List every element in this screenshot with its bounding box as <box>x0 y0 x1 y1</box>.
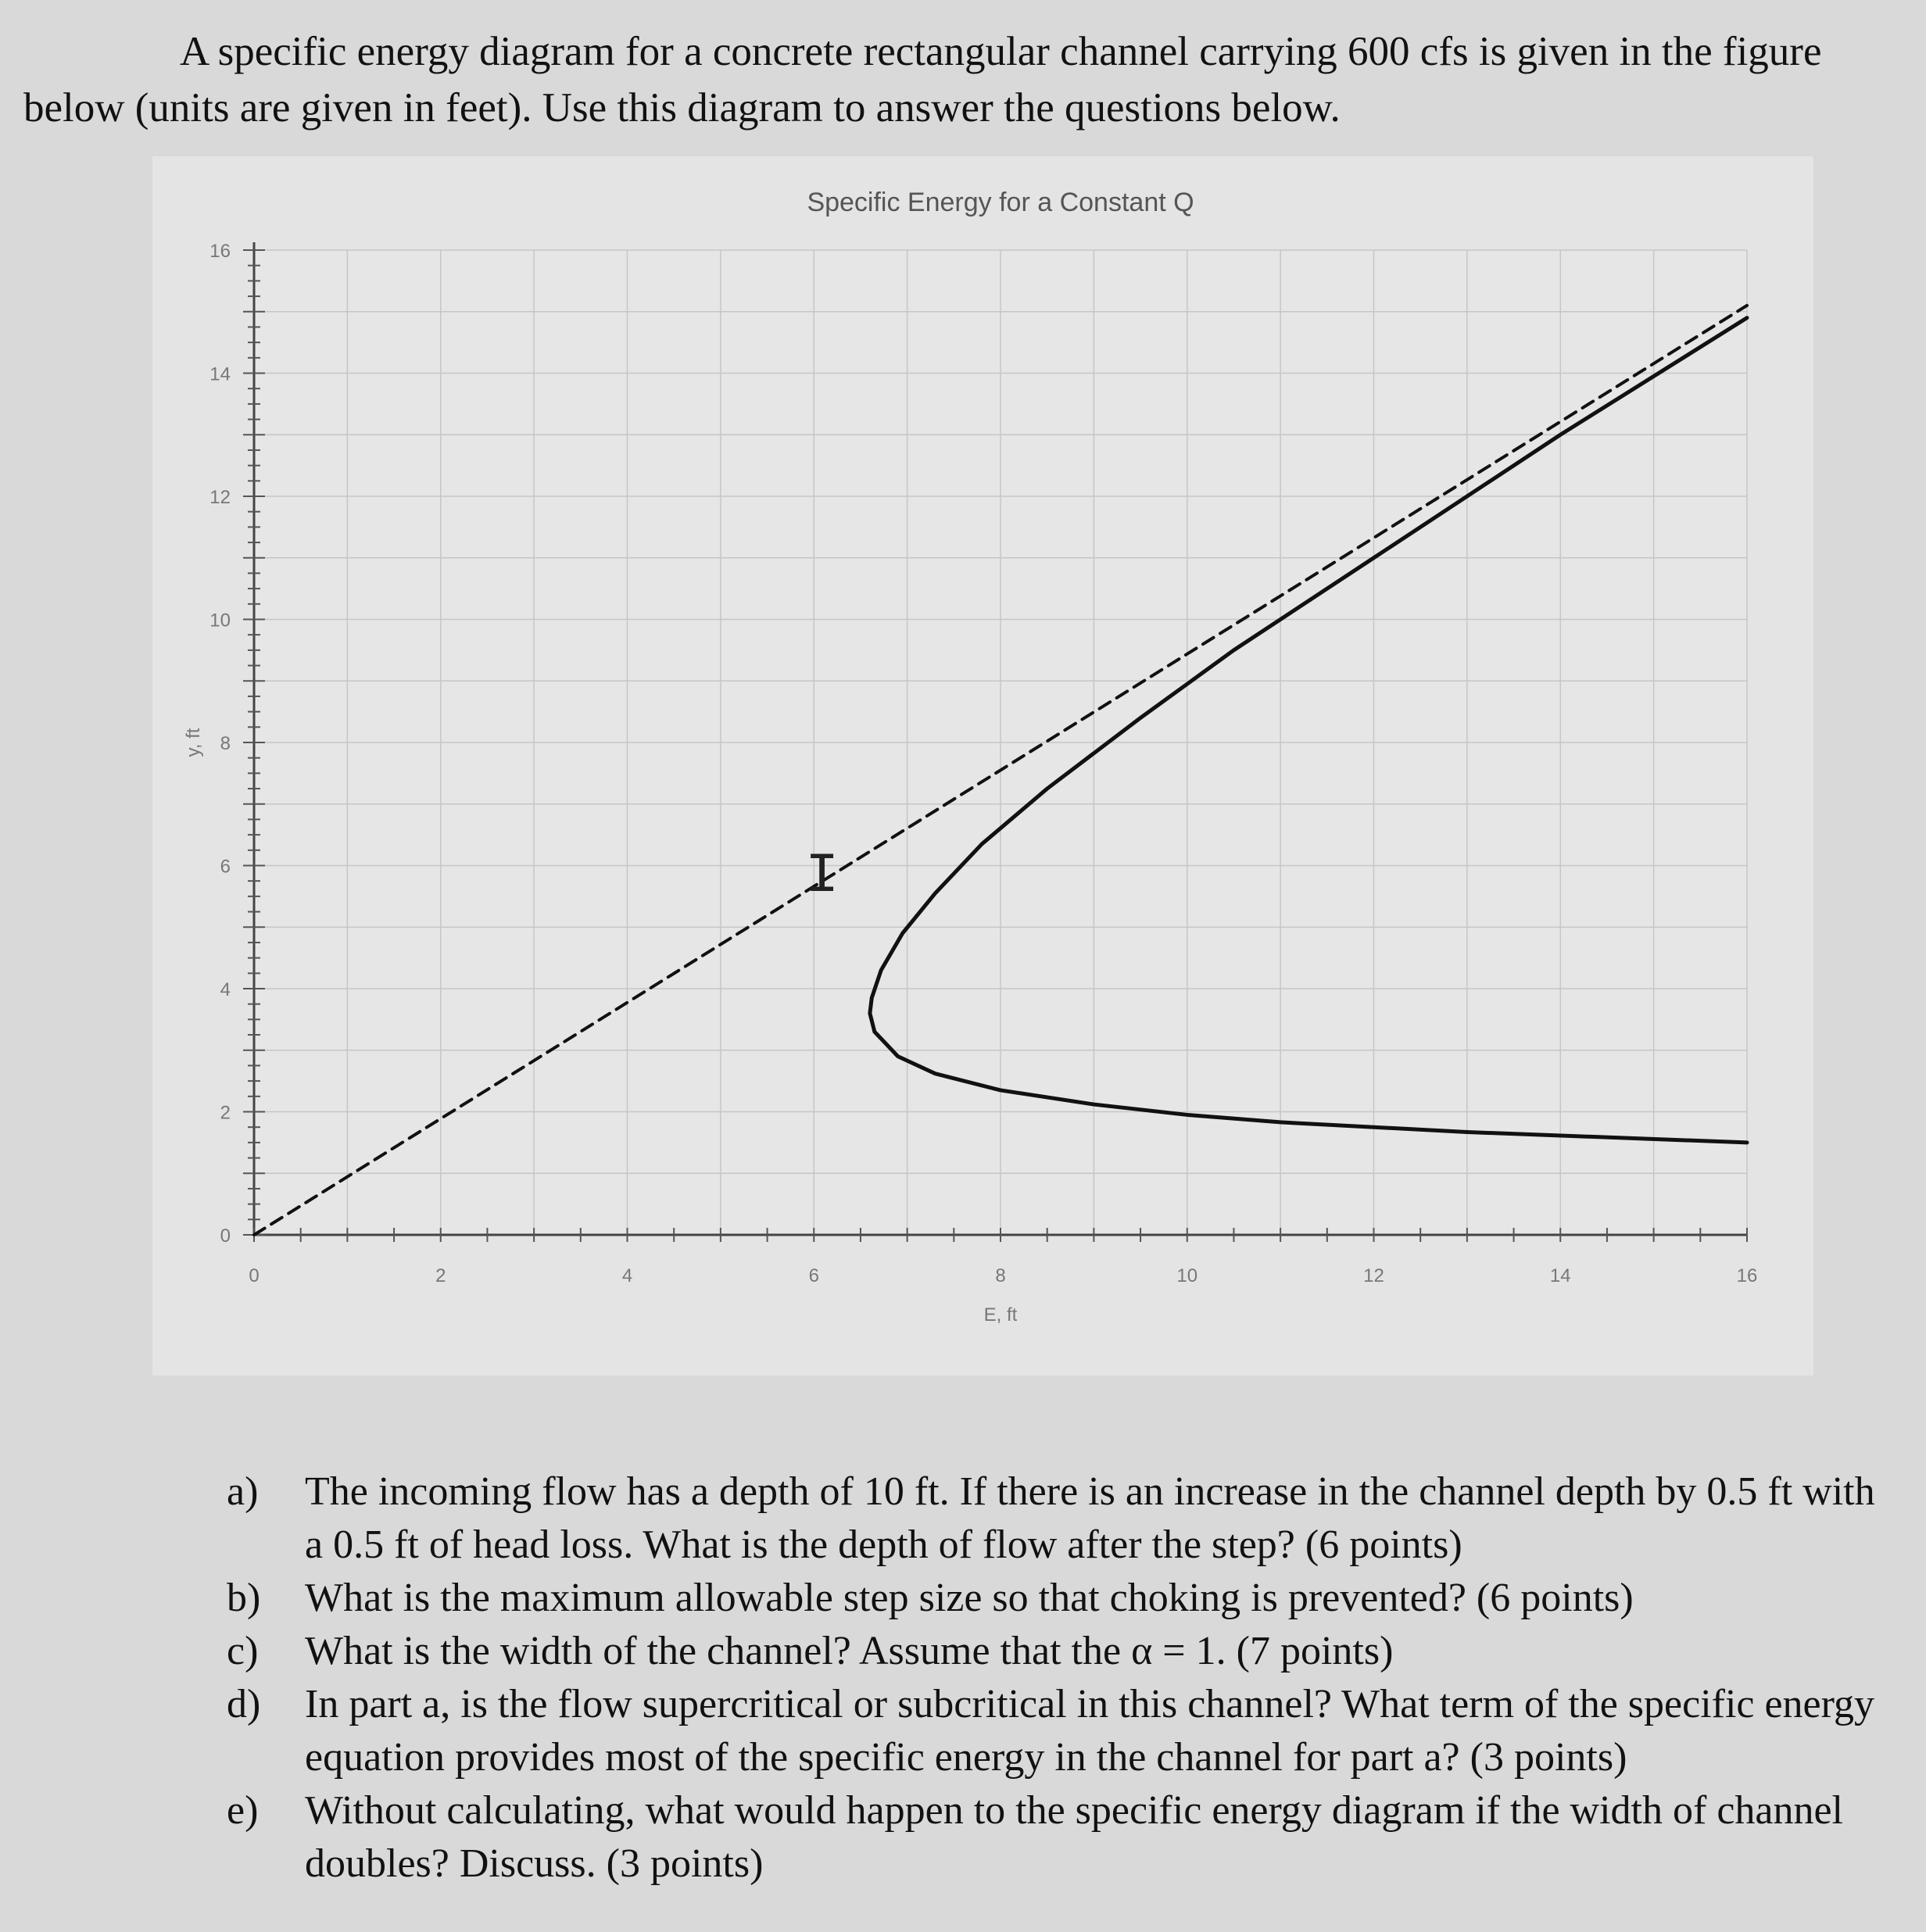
question-label: a) <box>227 1469 259 1514</box>
chart-container <box>152 156 1813 1376</box>
question-list <box>227 1465 1899 1891</box>
question-item <box>227 1572 1899 1625</box>
question-item <box>227 1678 1899 1784</box>
question-text: The incoming flow has a depth of 10 ft. If there is an increase in the channel depth by 0.5 ft with a 0.5 ft of head loss. What is the depth of flow after the step? (6 points) <box>305 1469 1875 1567</box>
y-tick-label: 8 <box>220 733 231 754</box>
question-text: What is the width of the channel? Assume that the α = 1. (7 points) <box>305 1629 1394 1673</box>
x-tick-label: 6 <box>808 1265 819 1286</box>
y-tick-label: 12 <box>209 487 231 508</box>
x-tick-label: 0 <box>249 1265 260 1286</box>
question-label: c) <box>227 1629 259 1673</box>
y-axis-label: y, ft <box>183 728 204 757</box>
question-text: Without calculating, what would happen to the specific energy diagram if the width of channel doubles? Discuss. (3 points) <box>305 1788 1844 1886</box>
specific-energy-chart <box>152 156 1813 1376</box>
question-item <box>227 1625 1899 1678</box>
question-text: What is the maximum allowable step size so that choking is prevented? (6 points) <box>305 1576 1634 1620</box>
chart-title: Specific Energy for a Constant Q <box>807 188 1194 217</box>
y-tick-label: 16 <box>209 241 231 262</box>
x-tick-label: 16 <box>1736 1265 1758 1286</box>
x-tick-label: 4 <box>621 1265 633 1286</box>
question-item <box>227 1465 1899 1572</box>
x-tick-label: 2 <box>435 1265 446 1286</box>
y-tick-label: 14 <box>209 363 231 385</box>
question-item <box>227 1784 1899 1891</box>
question-label: d) <box>227 1682 261 1726</box>
question-label: b) <box>227 1576 261 1620</box>
intro-paragraph: A specific energy diagram for a concrete rectangular channel carrying 600 cfs is given in the figure below (units are given in feet). Use this diagram to answer the questions below. <box>23 29 1822 131</box>
y-tick-label: 0 <box>220 1225 231 1247</box>
x-tick-label: 12 <box>1363 1265 1384 1286</box>
text-cursor-icon: I <box>805 844 839 908</box>
y-tick-label: 10 <box>209 610 231 631</box>
x-tick-label: 10 <box>1176 1265 1198 1286</box>
x-tick-label: 14 <box>1549 1265 1571 1286</box>
question-text: In part a, is the flow supercritical or subcritical in this channel? What term of the specific energy equation provides most of the specific energy in the channel for part a? (3 points) <box>305 1682 1875 1780</box>
question-label: e) <box>227 1788 259 1833</box>
y-tick-label: 6 <box>220 856 231 878</box>
x-axis-label: E, ft <box>983 1304 1018 1326</box>
y-tick-label: 2 <box>220 1102 231 1124</box>
y-tick-label: 4 <box>220 979 231 1000</box>
x-tick-label: 8 <box>995 1265 1006 1286</box>
